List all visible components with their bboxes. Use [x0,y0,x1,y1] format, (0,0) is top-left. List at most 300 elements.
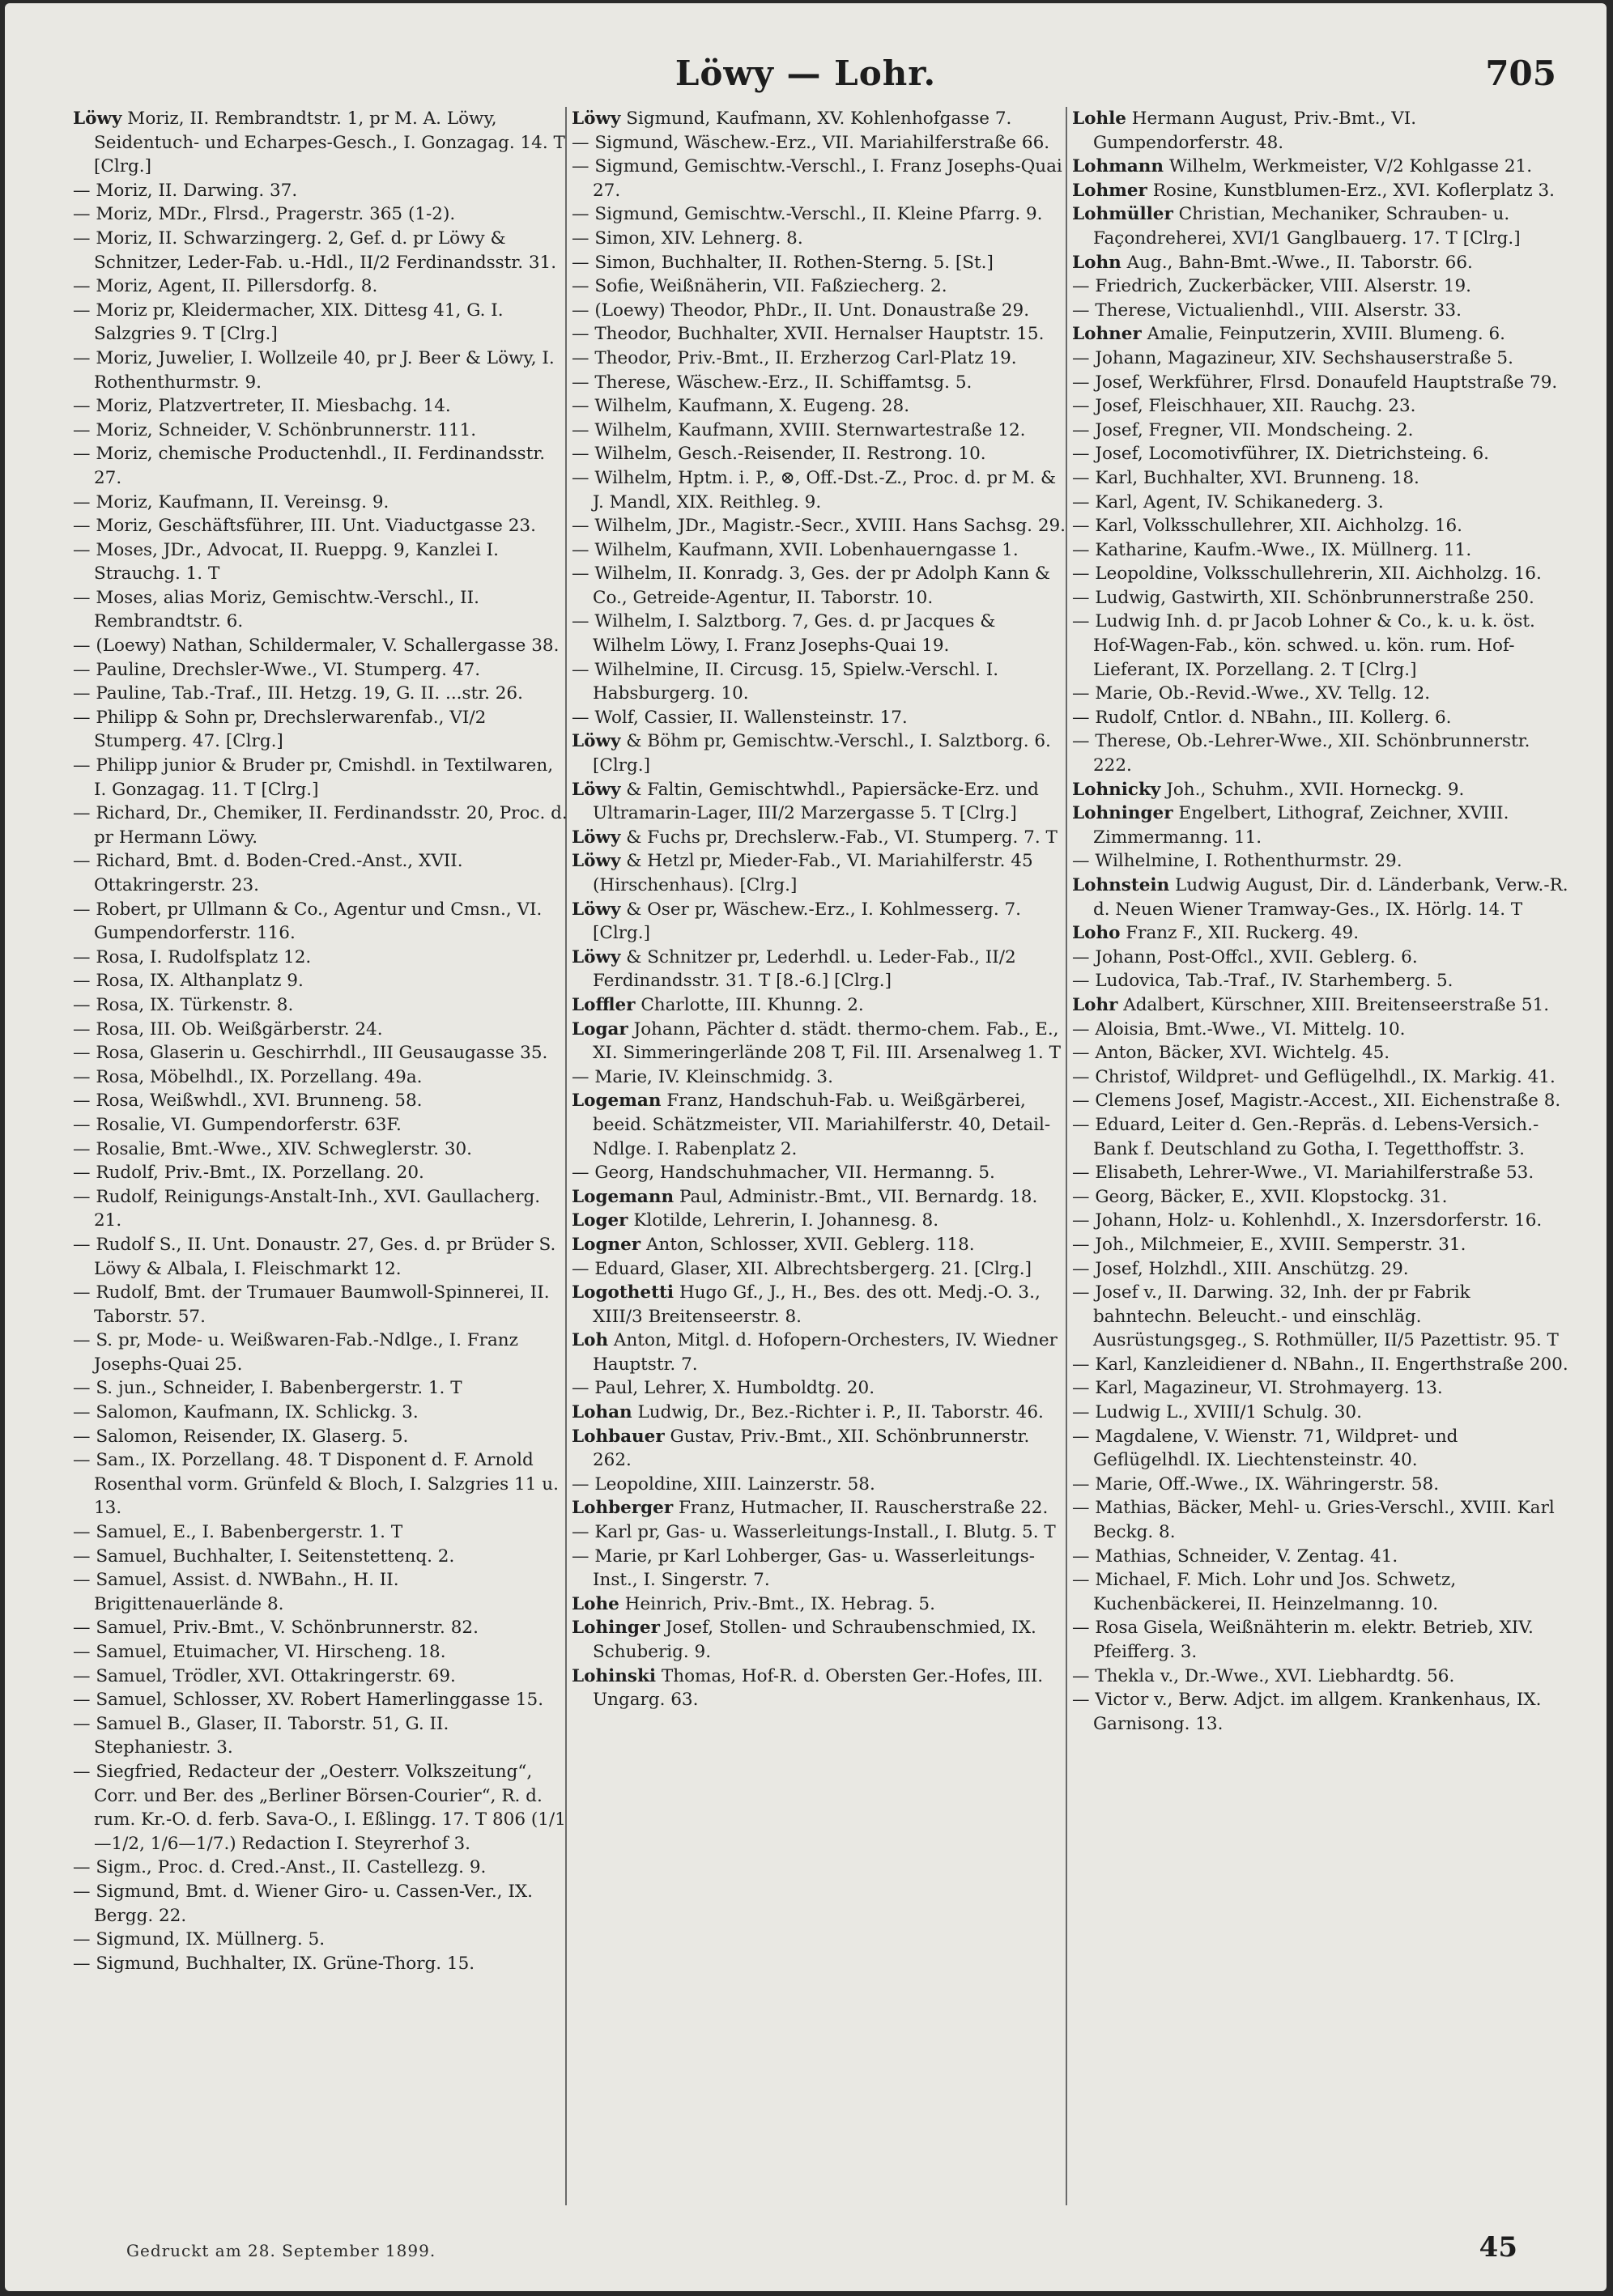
directory-entry [1072,682,1570,706]
entry-text: — Samuel, Priv.-Bmt., V. Schönbrunnerstr. 82. [73,1618,479,1639]
directory-entry [1072,1376,1570,1401]
directory-entry [1072,586,1570,610]
directory-entry [572,274,1070,299]
directory-entry [1072,419,1570,443]
entry-text: — Magdalene, V. Wienstr. 71, Wildpret- und Geflügelhdl. IX. Liechtensteinstr. 40. [1072,1426,1458,1471]
directory-entry [1072,706,1570,730]
entry-text: — Wilhelm, Kaufmann, X. Eugeng. 28. [572,396,910,417]
directory-entry [73,993,571,1018]
entry-headword: Löwy [572,899,621,920]
entry-text: — Karl, Magazineur, VI. Strohmayerg. 13. [1072,1378,1443,1399]
directory-entry [1072,1161,1570,1185]
entry-text: Hermann August, Priv.-Bmt., VI. Gumpendorferstr. 48. [1093,108,1417,153]
entry-text: Adalbert, Kürschner, XIII. Breitenseerstraße 51. [1117,994,1550,1015]
directory-entry [1072,1665,1570,1689]
directory-entry [73,227,571,274]
directory-entry [1072,1209,1570,1233]
entry-text: — Sofie, Weißnäherin, VII. Faßziecherg. 2. [572,276,947,297]
entry-headword: Lohr [1072,994,1118,1015]
directory-entry [73,1401,571,1425]
directory-entry [1072,1113,1570,1161]
entry-text: — Simon, Buchhalter, II. Rothen-Sterng. 5. [St.] [572,252,994,273]
directory-entry [73,706,571,754]
entry-text: — Moses, JDr., Advocat, II. Rueppg. 9, Kanzlei I. Strauchg. 1. T [73,539,499,585]
entry-text: — Moriz, Agent, II. Pillersdorfg. 8. [73,276,378,297]
directory-entry [572,849,1070,897]
entry-text: — Richard, Dr., Chemiker, II. Ferdinandsstr. 20, Proc. d. pr Hermann Löwy. [73,803,568,848]
directory-entry [572,1209,1070,1233]
entry-text: — Therese, Victualienhdl., VIII. Alserstr. 33. [1072,300,1462,321]
directory-entry [572,419,1070,443]
directory-entry [1072,1545,1570,1569]
entry-text: — Samuel, Assist. d. NWBahn., H. II. Brigittenauerlände 8. [73,1570,399,1614]
entry-text: — Wolf, Cassier, II. Wallensteinstr. 17. [572,707,908,728]
entry-text: — Sigmund, Bmt. d. Wiener Giro- u. Cassen-Ver., IX. Bergg. 22. [73,1881,533,1926]
directory-entry [73,394,571,419]
directory-entry [1072,610,1570,682]
entry-text: — Sigmund, IX. Müllnerg. 5. [73,1929,326,1950]
directory-entry [1072,729,1570,777]
directory-entry [572,1065,1070,1090]
entry-headword: Logar [572,1018,628,1040]
directory-entry [572,562,1070,610]
directory-entry [1072,1065,1570,1090]
directory-entry [73,849,571,897]
entry-headword: Lohberger [572,1498,674,1519]
entry-text: — Sigmund, Wäschew.-Erz., VII. Mariahilferstraße 66. [572,132,1050,153]
entry-text: Franz, Handschuh-Fab. u. Weißgärberei, beeid. Schätzmeister, VII. Mariahilferstr. 40, Detail-Ndlge. I. Rabenplatz 2. [593,1091,1051,1159]
entry-text: Wilhelm, Werkmeister, V/2 Kohlgasse 21. [1164,156,1533,177]
directory-entry [572,778,1070,826]
entry-text: — Samuel, Etuimacher, VI. Hirscheng. 18. [73,1642,446,1662]
directory-entry [1072,969,1570,993]
entry-text: Moriz, II. Rembrandtstr. 1, pr M. A. Löwy, Seidentuch- und Echarpes-Gesch., I. Gonzagag. 14. T [Clrg.] [94,108,565,177]
entry-text: — Ludwig, Gastwirth, XII. Schönbrunnerstraße 250. [1072,587,1534,608]
directory-entry [73,1185,571,1233]
entry-headword: Löwy [572,827,621,848]
directory-entry [73,419,571,443]
directory-entry [73,274,571,299]
entry-text: — Moriz pr, Kleidermacher, XIX. Dittesg 41, G. I. Salzgries 9. T [Clrg.] [73,300,504,345]
entry-text: — Pauline, Drechsler-Wwe., VI. Stumperg. 47. [73,659,481,680]
entry-headword: Lohinski [572,1665,657,1686]
directory-entry [1072,442,1570,466]
entry-text: — Ludwig Inh. d. pr Jacob Lohner & Co., k. u. k. öst. Hof-Wagen-Fab., kön. schwed. u. kön. rum. Hof-Lieferant, IX. Porzellang. 2. T [Clrg.] [1072,611,1535,680]
directory-entry [73,1688,571,1712]
entry-text: — Moriz, II. Darwing. 37. [73,180,298,201]
entry-text: — Karl, Volksschullehrer, XII. Aichholzg. 16. [1072,516,1463,537]
directory-entry [1072,1089,1570,1113]
directory-entry [73,179,571,203]
entry-text: — Joh., Milchmeier, E., XVIII. Semperstr. 31. [1072,1234,1466,1255]
entry-text: — Rosa Gisela, Weißnähterin m. elektr. Betrieb, XIV. Pfeifferg. 3. [1072,1618,1534,1662]
entry-headword: Lohn [1072,252,1121,273]
entry-text: Amalie, Feinputzerin, XVIII. Blumeng. 6. [1141,324,1506,345]
directory-entry [1072,1257,1570,1282]
directory-entry [1072,874,1570,921]
directory-entry [572,1257,1070,1282]
entry-text: — Richard, Bmt. d. Boden-Cred.-Anst., XVII. Ottakringerstr. 23. [73,851,463,895]
entry-headword: Loffler [572,994,636,1015]
entry-text: — Paul, Lehrer, X. Humboldtg. 20. [572,1378,875,1399]
page-number: 705 [1485,53,1556,93]
directory-entry [1072,274,1570,299]
directory-entry [572,826,1070,850]
directory-entry [73,946,571,970]
entry-text: — Wilhelmine, I. Rothenthurmstr. 29. [1072,851,1402,872]
entry-text: — Mathias, Bäcker, Mehl- u. Gries-Verschl., XVIII. Karl Beckg. 8. [1072,1498,1555,1543]
entry-text: & Fuchs pr, Drechslerw.-Fab., VI. Stumperg. 7. T [620,827,1058,848]
entry-text: Ludwig August, Dir. d. Länderbank, Verw.-R. d. Neuen Wiener Tramway-Ges., IX. Hörlg. 14. T [1093,875,1568,920]
entry-text: — (Loewy) Theodor, PhDr., II. Unt. Donaustraße 29. [572,300,1030,321]
entry-headword: Lohbauer [572,1426,665,1447]
entry-text: — Leopoldine, Volksschullehrerin, XII. Aichholzg. 16. [1072,563,1542,585]
entry-text: — Philipp junior & Bruder pr, Cmishdl. in Textilwaren, I. Gonzagag. 11. T [Clrg.] [73,755,554,800]
directory-entry [73,491,571,515]
directory-entry [572,1401,1070,1425]
directory-entry [73,801,571,849]
directory-entry [1072,1233,1570,1257]
directory-entry [73,658,571,682]
entry-text: — Ludovica, Tab.-Traf., IV. Starhemberg. 5. [1072,971,1453,992]
entry-text: — Mathias, Schneider, V. Zentag. 41. [1072,1546,1398,1567]
entry-headword: Lohnicky [1072,779,1161,800]
entry-text: — Moses, alias Moriz, Gemischtw.-Verschl., II. Rembrandtstr. 6. [73,587,479,632]
entry-headword: Logemann [572,1186,675,1207]
directory-entry [73,586,571,634]
directory-entry [73,1041,571,1065]
entry-text: — Rudolf, Reinigungs-Anstalt-Inh., XVI. Gaullacherg. 21. [73,1186,541,1231]
entry-text: Christian, Mechaniker, Schrauben- u. Façondreherei, XVI/1 Ganglbauerg. 17. T [Clrg.] [1093,204,1521,249]
entry-text: — Sigmund, Gemischtw.-Verschl., II. Kleine Pfarrg. 9. [572,204,1043,225]
directory-entry [1072,849,1570,874]
entry-text: — Wilhelmine, II. Circusg. 15, Spielw.-Verschl. I. Habsburgerg. 10. [572,659,999,704]
entry-text: — Wilhelm, Kaufmann, XVIII. Sternwartestraße 12. [572,419,1026,440]
entry-text: — Josef, Locomotivführer, IX. Dietrichsteing. 6. [1072,444,1490,465]
directory-entry [572,538,1070,563]
entry-text: Josef, Stollen- und Schraubenschmied, IX. Schuberig. 9. [593,1618,1036,1662]
directory-entry [73,299,571,347]
directory-entry [572,1233,1070,1257]
entry-text: — Karl, Agent, IV. Schikanederg. 3. [1072,491,1384,512]
entry-text: & Oser pr, Wäschew.-Erz., I. Kohlmesserg. 7. [Clrg.] [593,899,1022,944]
directory-entry [1072,562,1570,586]
entry-headword: Loger [572,1210,628,1231]
entry-text: — Samuel B., Glaser, II. Taborstr. 51, G. II. Stephaniestr. 3. [73,1713,449,1758]
directory-entry [73,1161,571,1185]
directory-entry [73,1856,571,1880]
directory-entry [1072,251,1570,275]
entry-text: — Moriz, Geschäftsführer, III. Unt. Viaductgasse 23. [73,516,536,537]
entry-text: — Rudolf S., II. Unt. Donaustr. 27, Ges. d. pr Brüder S. Löwy & Albala, I. Fleischmarkt 12. [73,1234,556,1279]
directory-entry [1072,514,1570,538]
entry-text: — Johann, Magazineur, XIV. Sechshauserstraße 5. [1072,347,1513,368]
directory-entry [73,754,571,801]
directory-entry [572,1520,1070,1545]
entry-text: — Wilhelm, II. Konradg. 3, Ges. der pr Adolph Kann & Co., Getreide-Agentur, II. Taborstr. 10. [572,563,1051,608]
entry-text: — Marie, pr Karl Lohberger, Gas- u. Wasserleitungs-Inst., I. Singerstr. 7. [572,1546,1035,1591]
directory-entry [73,1568,571,1616]
directory-entry [73,1329,571,1376]
entry-text: — Johann, Post-Offcl., XVII. Geblerg. 6. [1072,946,1418,967]
entry-text: Heinrich, Priv.-Bmt., IX. Hebrag. 5. [619,1593,935,1614]
directory-entry [572,1473,1070,1497]
entry-text: — Moriz, Kaufmann, II. Vereinsg. 9. [73,491,389,512]
directory-entry [1072,491,1570,515]
directory-entry [73,1545,571,1569]
entry-headword: Lohnstein [1072,875,1170,895]
directory-entry [73,1065,571,1090]
entry-text: — Simon, XIV. Lehnerg. 8. [572,227,803,249]
entry-text: — Rosa, Weißwhdl., XVI. Brunneng. 58. [73,1091,423,1112]
entry-text: Anton, Schlosser, XVII. Geblerg. 118. [641,1234,975,1255]
directory-entry [1072,801,1570,849]
directory-entry [73,1616,571,1640]
entry-text: Hugo Gf., J., H., Bes. des ott. Medj.-O. 3., XIII/3 Breitenseerstr. 8. [593,1282,1041,1327]
directory-entry [572,1425,1070,1473]
directory-entry [73,1928,571,1952]
entry-text: — Theodor, Buchhalter, XVII. Hernalser Hauptstr. 15. [572,324,1045,345]
directory-entry [73,1376,571,1401]
entry-headword: Löwy [572,946,621,967]
directory-entry [572,729,1070,777]
directory-entry [73,202,571,227]
entry-text: — Salomon, Kaufmann, IX. Schlickg. 3. [73,1402,419,1423]
directory-entry [572,1329,1070,1376]
entry-text: — Sam., IX. Porzellang. 48. T Disponent d. F. Arnold Rosenthal vorm. Grünfeld & Bloch, I. Salzgries 11 u. 13. [73,1450,559,1519]
directory-entry [572,299,1070,323]
directory-entry [1072,394,1570,419]
entry-text: — Josef, Werkführer, Flrsd. Donaufeld Hauptstraße 79. [1072,372,1558,393]
entry-text: — Marie, IV. Kleinschmidg. 3. [572,1066,833,1087]
entry-text: — Pauline, Tab.-Traf., III. Hetzg. 19, G. II. ...str. 26. [73,683,523,704]
directory-entry [572,1592,1070,1617]
directory-entry [1072,1018,1570,1042]
directory-entry [73,107,571,179]
entry-text: — Karl, Buchhalter, XVI. Brunneng. 18. [1072,467,1419,488]
entry-headword: Lohinger [572,1618,660,1639]
directory-entry [1072,202,1570,250]
entry-text: & Hetzl pr, Mieder-Fab., VI. Mariahilferstr. 45 (Hirschenhaus). [Clrg.] [593,851,1033,895]
directory-entry [572,394,1070,419]
entry-text: — Karl pr, Gas- u. Wasserleitungs-Install., I. Blutg. 5. T [572,1522,1056,1543]
entry-text: — Eduard, Glaser, XII. Albrechtsbergerg. 21. [Clrg.] [572,1258,1032,1279]
entry-text: — Leopoldine, XIII. Lainzerstr. 58. [572,1473,875,1495]
entry-headword: Loh [572,1330,609,1351]
directory-entry [572,1376,1070,1401]
entry-text: Johann, Pächter d. städt. thermo-chem. Fab., E., XI. Simmeringerlände 208 T, Fil. III. Arsenalweg 1. T [593,1018,1061,1064]
entry-text: — Josef, Fleischhauer, XII. Rauchg. 23. [1072,396,1416,417]
entry-text: & Böhm pr, Gemischtw.-Verschl., I. Salztborg. 6. [Clrg.] [593,731,1051,776]
entry-text: — Rudolf, Priv.-Bmt., IX. Porzellang. 20. [73,1163,424,1184]
column-1 [73,107,571,1975]
directory-entry [1072,466,1570,491]
directory-entry [1072,1353,1570,1377]
entry-text: Joh., Schuhm., XVII. Horneckg. 9. [1160,779,1465,800]
directory-entry [73,682,571,706]
entry-text: — Robert, pr Ullmann & Co., Agentur und Cmsn., VI. Gumpendorferstr. 116. [73,899,543,944]
entry-text: & Schnitzer pr, Lederhdl. u. Leder-Fab., II/2 Ferdinandsstr. 31. T [8.-6.] [Clrg.] [593,946,1016,992]
entry-text: — Moriz, Schneider, V. Schönbrunnerstr. 111. [73,419,477,440]
directory-entry [572,1185,1070,1210]
entry-text: — Rosalie, VI. Gumpendorferstr. 63F. [73,1114,402,1135]
entry-text: Ludwig, Dr., Bez.-Richter i. P., II. Taborstr. 46. [632,1402,1044,1423]
entry-text: — Rosa, IX. Türkenstr. 8. [73,994,294,1015]
directory-entry [572,1281,1070,1329]
entry-text: Franz F., XII. Ruckerg. 49. [1120,923,1360,944]
directory-entry [1072,1425,1570,1473]
directory-entry [73,1448,571,1520]
entry-text: — Siegfried, Redacteur der „Oesterr. Volkszeitung“, Corr. und Ber. des „Berliner Börsen-Courier“, R. d. rum. Kr.-O. d. ferb. Sava-O., I. Eßlingg. 17. T 806 (1/1—1/2, 1/6—1/7.) Redaction I. Steyrerhof 3. [73,1761,566,1854]
directory-entry [1072,921,1570,946]
directory-entry [1072,322,1570,347]
entry-text: Rosine, Kunstblumen-Erz., XVI. Koflerplatz 3. [1147,180,1555,201]
entry-headword: Logner [572,1234,641,1255]
running-head: Löwy — Lohr. [675,53,937,93]
entry-text: Klotilde, Lehrerin, I. Johannesg. 8. [628,1210,939,1231]
directory-entry [1072,155,1570,179]
entry-text: — Sigmund, Gemischtw.-Verschl., I. Franz Josephs-Quai 27. [572,156,1062,201]
entry-text: — Rudolf, Cntlor. d. NBahn., III. Kollerg. 6. [1072,707,1452,728]
directory-entry [572,131,1070,155]
directory-entry [1072,1688,1570,1736]
directory-entry [73,1760,571,1856]
directory-entry [73,898,571,946]
directory-entry [1072,1496,1570,1544]
directory-entry [572,1161,1070,1185]
directory-entry [1072,1185,1570,1210]
entry-text: — Sigmund, Buchhalter, IX. Grüne-Thorg. 15. [73,1953,475,1974]
entry-text: — Elisabeth, Lehrer-Wwe., VI. Mariahilferstraße 53. [1072,1163,1534,1184]
directory-entry [1072,347,1570,371]
signature-mark: 45 [1479,2231,1517,2264]
entry-headword: Lohner [1072,324,1142,345]
entry-text: — Josef, Fregner, VII. Mondscheing. 2. [1072,419,1414,440]
directory-entry [572,251,1070,275]
directory-entry [73,1712,571,1760]
directory-entry [572,155,1070,202]
entry-text: — Marie, Off.-Wwe., IX. Währingerstr. 58. [1072,1473,1440,1495]
directory-entry [572,466,1070,514]
entry-text: — Michael, F. Mich. Lohr und Jos. Schwetz, Kuchenbäckerei, II. Heinzelmanng. 10. [1072,1570,1457,1614]
entry-headword: Lohninger [1072,803,1173,824]
directory-entry [73,969,571,993]
directory-entry [572,1018,1070,1065]
entry-text: — Rosa, IX. Althanplatz 9. [73,971,304,992]
directory-entry [1072,179,1570,203]
entry-text: Charlotte, III. Khunng. 2. [635,994,864,1015]
directory-entry [73,1233,571,1281]
directory-entry [73,1520,571,1545]
entry-headword: Lohmer [1072,180,1147,201]
entry-text: — S. pr, Mode- u. Weißwaren-Fab.-Ndlge., I. Franz Josephs-Quai 25. [73,1330,518,1375]
entry-headword: Lohle [1072,108,1126,129]
directory-entry [73,1952,571,1976]
entry-text: — Clemens Josef, Magistr.-Accest., XII. Eichenstraße 8. [1072,1091,1561,1112]
entry-text: — Therese, Wäschew.-Erz., II. Schiffamtsg. 5. [572,372,972,393]
directory-entry [73,634,571,658]
entry-text: — Georg, Handschuhmacher, VII. Hermanng. 5. [572,1163,995,1184]
entry-text: — Sigm., Proc. d. Cred.-Anst., II. Castellezg. 9. [73,1857,487,1878]
directory-entry [1072,299,1570,323]
directory-entry [1072,1041,1570,1065]
entry-text: — Thekla v., Dr.-Wwe., XVI. Liebhardtg. 56. [1072,1665,1455,1686]
entry-text: — Rosa, I. Rudolfsplatz 12. [73,946,312,967]
directory-entry [1072,1473,1570,1497]
directory-entry [73,442,571,490]
entry-text: — Wilhelm, Gesch.-Reisender, II. Restrong. 10. [572,444,986,465]
entry-text: — Rosa, Möbelhdl., IX. Porzellang. 49a. [73,1066,423,1087]
entry-text: — Rosa, Glaserin u. Geschirrhdl., III Geusaugasse 35. [73,1043,548,1064]
directory-entry [73,1665,571,1689]
entry-text: — Samuel, Schlosser, XV. Robert Hamerlinggasse 15. [73,1690,544,1711]
entry-headword: Logothetti [572,1282,675,1303]
entry-headword: Löwy [572,779,621,800]
printed-date: Gedruckt am 28. September 1899. [126,2241,436,2260]
entry-headword: Lohan [572,1402,632,1423]
entry-text: Franz, Hutmacher, II. Rauscherstraße 22. [673,1498,1049,1519]
directory-entry [572,1665,1070,1712]
entry-text: — Wilhelm, JDr., Magistr.-Secr., XVIII. Hans Sachsg. 29. [572,516,1066,537]
directory-entry [1072,1616,1570,1664]
directory-entry [572,202,1070,227]
directory-entry [73,1089,571,1113]
directory-entry [572,322,1070,347]
entry-text: — Katharine, Kaufm.-Wwe., IX. Müllnerg. 11. [1072,539,1472,560]
entry-text: — Marie, Ob.-Revid.-Wwe., XV. Tellg. 12. [1072,683,1431,704]
entry-text: — Friedrich, Zuckerbäcker, VIII. Alserstr. 19. [1072,276,1471,297]
entry-text: Aug., Bahn-Bmt.-Wwe., II. Taborstr. 66. [1121,252,1473,273]
directory-entry [1072,946,1570,970]
entry-text: Paul, Administr.-Bmt., VII. Bernardg. 18. [674,1186,1038,1207]
entry-text: — Moriz, Juwelier, I. Wollzeile 40, pr J. Beer & Löwy, I. Rothenthurmstr. 9. [73,347,555,393]
directory-entry [1072,107,1570,155]
entry-text: — Josef v., II. Darwing. 32, Inh. der pr Fabrik bahntechn. Beleucht.- und einschläg. Ausrüstungsgeg., S. Rothmüller, II/5 Pazettistr. 95. T [1072,1282,1559,1351]
directory-entry [572,1496,1070,1520]
directory-entry [1072,778,1570,802]
entry-text: Thomas, Hof-R. d. Obersten Ger.-Hofes, III. Ungarg. 63. [593,1665,1044,1711]
directory-entry [73,1425,571,1449]
directory-entry [1072,1281,1570,1353]
directory-entry [73,1113,571,1137]
directory-entry [73,1880,571,1928]
entry-text: — Philipp & Sohn pr, Drechslerwarenfab., VI/2 Stumperg. 47. [Clrg.] [73,707,487,752]
entry-headword: Lohe [572,1593,619,1614]
entry-text: — Ludwig L., XVIII/1 Schulg. 30. [1072,1402,1362,1423]
entry-headword: Löwy [73,108,122,129]
entry-text: — Johann, Holz- u. Kohlenhdl., X. Inzersdorferstr. 16. [1072,1210,1543,1231]
entry-text: — Eduard, Leiter d. Gen.-Repräs. d. Lebens-Versich.-Bank f. Deutschland zu Gotha, I. Tegetthoffstr. 3. [1072,1114,1539,1159]
directory-entry [73,347,571,394]
directory-entry [572,946,1070,993]
directory-entry [572,442,1070,466]
entry-headword: Lohmann [1072,156,1164,177]
entry-text: — Theodor, Priv.-Bmt., II. Erzherzog Carl-Platz 19. [572,347,1017,368]
entry-headword: Lohmüller [1072,204,1173,225]
directory-entry [1072,1401,1570,1425]
directory-entry [73,1281,571,1329]
directory-entry [73,1640,571,1665]
directory-entry [572,1545,1070,1592]
entry-headword: Löwy [572,731,621,752]
entry-text: — Anton, Bäcker, XVI. Wichtelg. 45. [1072,1043,1390,1064]
entry-text: — Samuel, Trödler, XVI. Ottakringerstr. 69. [73,1665,456,1686]
entry-text: Anton, Mitgl. d. Hofopern-Orchesters, IV. Wiedner Hauptstr. 7. [593,1330,1058,1375]
entry-text: — (Loewy) Nathan, Schildermaler, V. Schallergasse 38. [73,636,560,657]
directory-entry [572,371,1070,395]
entry-text: — Josef, Holzhdl., XIII. Anschützg. 29. [1072,1258,1409,1279]
entry-text: — Rosalie, Bmt.-Wwe., XIV. Schweglerstr. 30. [73,1138,473,1159]
